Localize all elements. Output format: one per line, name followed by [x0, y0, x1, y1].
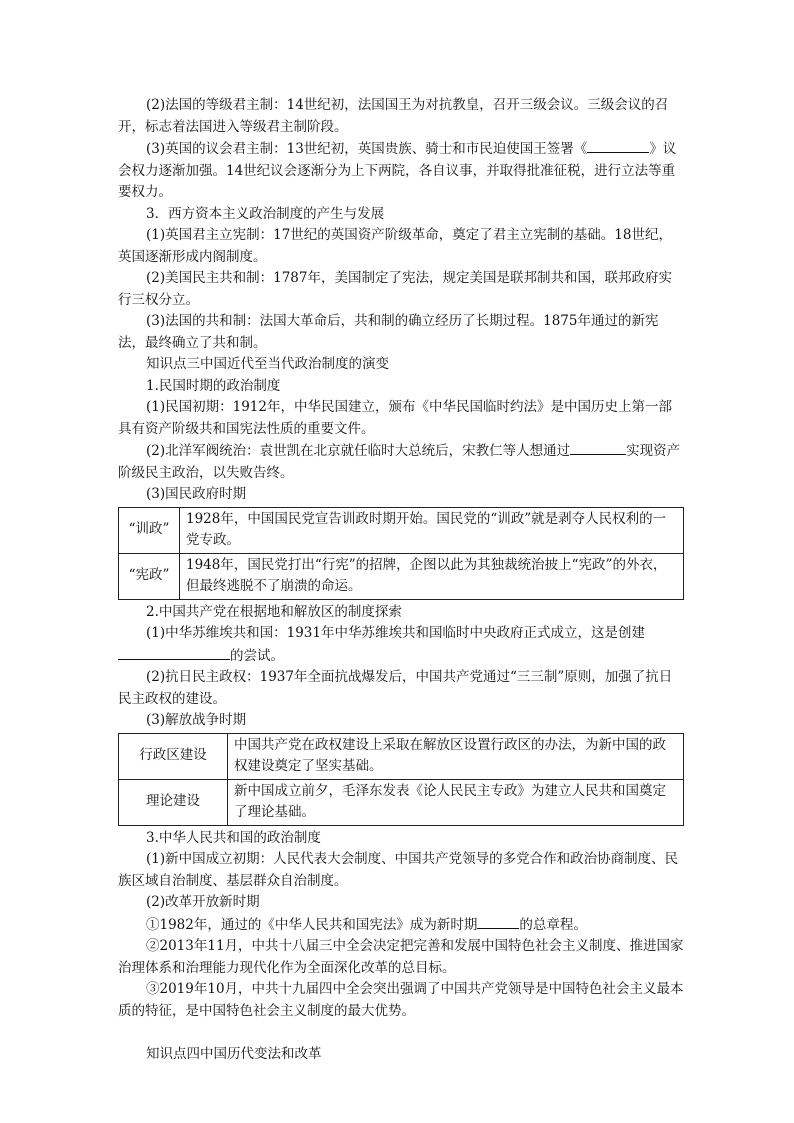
- para-france-republic: (3)法国的共和制：法国大革命后，共和制的确立经历了长期过程。1875年通过的新宪法，最终确立了共和制。: [118, 313, 659, 351]
- sub-heading-2: 2.中国共产党在根据地和解放区的制度探索: [146, 603, 402, 620]
- spacer: [118, 1022, 684, 1044]
- para-1982-constitution: ①1982年，通过的《中华人民共和国宪法》成为新时期 的总章程。: [118, 914, 684, 937]
- knowledge-point-4: 知识点四中国历代变法和改革: [146, 1046, 322, 1062]
- fill-blank[interactable]: [587, 138, 649, 153]
- para-england-parliament: (3)英国的议会君主制：13世纪初，英国贵族、骑士和市民迫使国王签署《 》议会权力逐渐加强。14世纪议会逐渐分为上下两院，各自议事，并取得批准征税，进行立法等重要权力。: [118, 138, 684, 204]
- para-anti-japanese: (2)抗日民主政权：1937年全面抗战爆发后，中国共产党通过“三三制”原则，加强了抗日民主政权的建设。: [118, 669, 673, 707]
- table-label-cell: 理论建设: [119, 779, 228, 825]
- table-row: [119, 553, 684, 599]
- para-soviet-republic: (1)中华苏维埃共和国：1931年中华苏维埃共和国临时中央政府正式成立，这是创建的尝试。: [118, 623, 684, 667]
- table-row: [119, 779, 684, 825]
- sub-heading-1: 1.民国时期的政治制度: [146, 377, 281, 394]
- sub-item-nationalist: (3)国民政府时期: [146, 486, 247, 502]
- para-us-republic: (2)美国民主共和制：1787年，美国制定了宪法，规定美国是联邦制共和国，联邦政府实行三权分立。: [118, 270, 672, 308]
- fill-blank[interactable]: [118, 645, 230, 660]
- table-label-cell: “训政”: [119, 507, 180, 553]
- para-early-prc: (1)新中国成立初期：人民代表大会制度、中国共产党领导的多党合作和政治协商制度、民族区域自治制度、基层群众自治制度。: [118, 851, 679, 889]
- table-row: [119, 733, 684, 779]
- table-label-cell: “宪政”: [119, 553, 180, 599]
- nationalist-table: [118, 507, 684, 600]
- sub-heading-3: 3.中华人民共和国的政治制度: [146, 829, 321, 846]
- table-text-cell: 1928年，中国国民党宣告训政时期开始。国民党的“训政”就是剥夺人民权利的一党专政。: [180, 507, 684, 553]
- para-france-estates: (2)法国的等级君主制：14世纪初，法国国王为对抗教皇，召开三级会议。三级会议的召开，标志着法国进入等级君主制阶段。: [118, 97, 669, 135]
- table-row: [119, 507, 684, 553]
- table-text-cell: 新中国成立前夕，毛泽东发表《论人民民主专政》为建立人民共和国奠定了理论基础。: [228, 779, 684, 825]
- fill-blank[interactable]: [477, 914, 519, 929]
- para-england-constitutional: (1)英国君主立宪制：17世纪的英国资产阶级革命，奠定了君主立宪制的基础。18世纪，英国逐渐形成内阁制度。: [118, 227, 672, 265]
- para-2019-plenum: ③2019年10月，中共十九届四中全会突出强调了中国共产党领导是中国特色社会主义最本质的特征，是中国特色社会主义制度的最大优势。: [118, 981, 684, 1019]
- sub-item-liberation: (3)解放战争时期: [146, 712, 247, 728]
- section-heading-3: 3．西方资本主义政治制度的产生与发展: [146, 205, 385, 222]
- sub-item-reform: (2)改革开放新时期: [146, 894, 260, 910]
- para-2013-plenum: ②2013年11月，中共十八届三中全会决定把完善和发展中国特色社会主义制度、推进国家治理体系和治理能力现代化作为全面深化改革的总目标。: [118, 938, 684, 976]
- knowledge-point-3: 知识点三中国近代至当代政治制度的演变: [146, 356, 389, 372]
- para-early-republic: (1)民国初期：1912年，中华民国建立，颁布《中华民国临时约法》是中国历史上第一部具有资产阶级共和国宪法性质的重要文件。: [118, 399, 672, 437]
- table-text-cell: 1948年，国民党打出“行宪”的招牌，企图以此为其独裁统治披上“宪政”的外衣，但最终逃脱不了崩溃的命运。: [180, 553, 684, 599]
- para-beiyang: (2)北洋军阀统治：袁世凯在北京就任临时大总统后，宋教仁等人想通过 实现资产阶级民主政治，以失败告终。: [118, 440, 684, 484]
- fill-blank[interactable]: [570, 440, 626, 455]
- document-page: [118, 95, 684, 1066]
- liberation-table: [118, 733, 684, 826]
- table-text-cell: 中国共产党在政权建设上采取在解放区设置行政区的办法，为新中国的政权建设奠定了坚实基础。: [228, 733, 684, 779]
- table-label-cell: 行政区建设: [119, 733, 228, 779]
